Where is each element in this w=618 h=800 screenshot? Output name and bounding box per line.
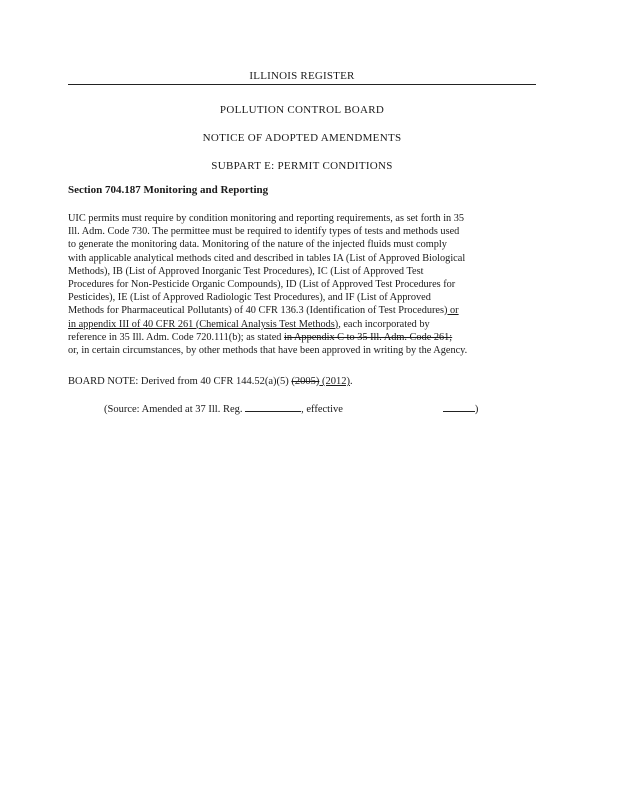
inserted-text: (2012) <box>319 376 351 387</box>
body-text: reference in 35 Ill. Adm. Code 720.111(b); as stated <box>68 331 284 343</box>
body-line: or, in certain circumstances, by other methods that have been approved in writing by the Agency. <box>68 345 468 357</box>
blank-line <box>443 402 475 412</box>
source-effective: , effective <box>301 404 343 415</box>
subpart-title: SUBPART E: PERMIT CONDITIONS <box>211 160 393 172</box>
body-line <box>68 331 536 344</box>
section-heading: Section 704.187 Monitoring and Reporting <box>68 184 269 196</box>
notice-title: NOTICE OF ADOPTED AMENDMENTS <box>202 132 402 144</box>
body-line: to generate the monitoring data. Monitoring of the nature of the injected fluids must comply <box>68 239 447 251</box>
board-note <box>68 376 353 387</box>
note-end: . <box>350 376 353 387</box>
body-line: with applicable analytical methods cited and described in tables IA (List of Approved Biological <box>68 252 466 264</box>
note-text: BOARD NOTE: Derived from 40 CFR 144.52(a)(5) <box>68 376 292 387</box>
source-text: (Source: Amended at 37 Ill. Reg. <box>104 404 246 415</box>
header-rule <box>68 84 536 85</box>
deleted-text: (2005) <box>291 376 320 387</box>
body-line: Procedures for Non-Pesticide Organic Compounds), ID (List of Approved Test Procedures for <box>68 279 456 291</box>
register-title: ILLINOIS REGISTER <box>249 70 355 82</box>
body-line: Methods), IB (List of Approved Inorganic Test Procedures), IC (List of Approved Test <box>68 265 424 277</box>
board-name: POLLUTION CONTROL BOARD <box>219 104 385 116</box>
register-header <box>68 70 536 85</box>
deleted-text: in Appendix C to 35 Ill. Adm. Code 261; <box>283 331 453 343</box>
body-line: Pesticides), IE (List of Approved Radiologic Test Procedures), and IF (List of Approved <box>68 292 431 304</box>
blank-line <box>245 402 301 412</box>
body-text: Methods for Pharmaceutical Pollutants) of 40 CFR 136.3 (Identification of Test Procedures) <box>68 305 448 317</box>
body-paragraph <box>68 212 536 357</box>
source-end: ) <box>474 404 479 415</box>
body-line <box>68 304 536 317</box>
body-line: UIC permits must require by condition monitoring and reporting requirements, as set forth in 35 <box>68 213 465 224</box>
source-line <box>104 402 524 415</box>
inserted-text: in appendix III of 40 CFR 261 (Chemical Analysis Test Methods) <box>68 318 339 330</box>
body-text: , each incorporated by <box>338 318 430 330</box>
body-line: Ill. Adm. Code 730. The permittee must be required to identify types of tests and methods used <box>68 226 460 238</box>
inserted-text: or <box>447 305 459 317</box>
body-line <box>68 318 536 331</box>
